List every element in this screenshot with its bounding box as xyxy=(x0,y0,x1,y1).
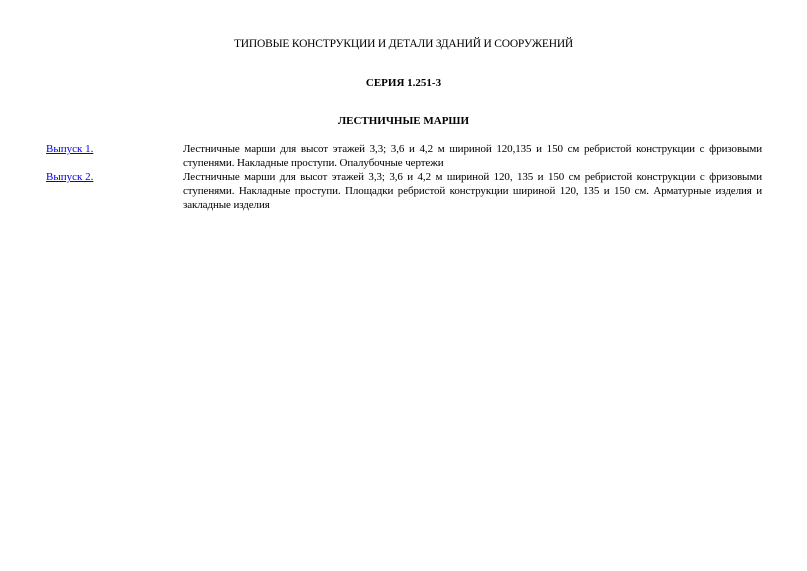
issue-1-description: Лестничные марши для высот этажей 3,3; 3,6 и 4,2 м шириной 120,135 и 150 см ребристой конструкции с фризовыми ступенями. Накладные проступи. Опалубочные чертежи xyxy=(183,143,762,169)
issue-row-2 xyxy=(46,170,762,212)
issue-row-1 xyxy=(46,142,762,170)
issue-1-link[interactable]: Выпуск 1. xyxy=(46,143,94,155)
document-title: ТИПОВЫЕ КОНСТРУКЦИИ И ДЕТАЛИ ЗДАНИЙ И СООРУЖЕНИЙ xyxy=(233,38,574,50)
section-heading: ЛЕСТНИЧНЫЕ МАРШИ xyxy=(337,115,470,127)
issue-2-link[interactable]: Выпуск 2. xyxy=(46,171,94,183)
issue-list xyxy=(46,142,762,212)
series-heading: СЕРИЯ 1.251-3 xyxy=(365,77,442,89)
issue-2-description: Лестничные марши для высот этажей 3,3; 3,6 и 4,2 м шириной 120, 135 и 150 см ребристой конструкции с фризовыми ступенями. Накладные проступи. Площадки ребристой конструкции шириной 120, 135 и 150 см. Арматурные изделия и закладные изделия xyxy=(183,171,762,211)
